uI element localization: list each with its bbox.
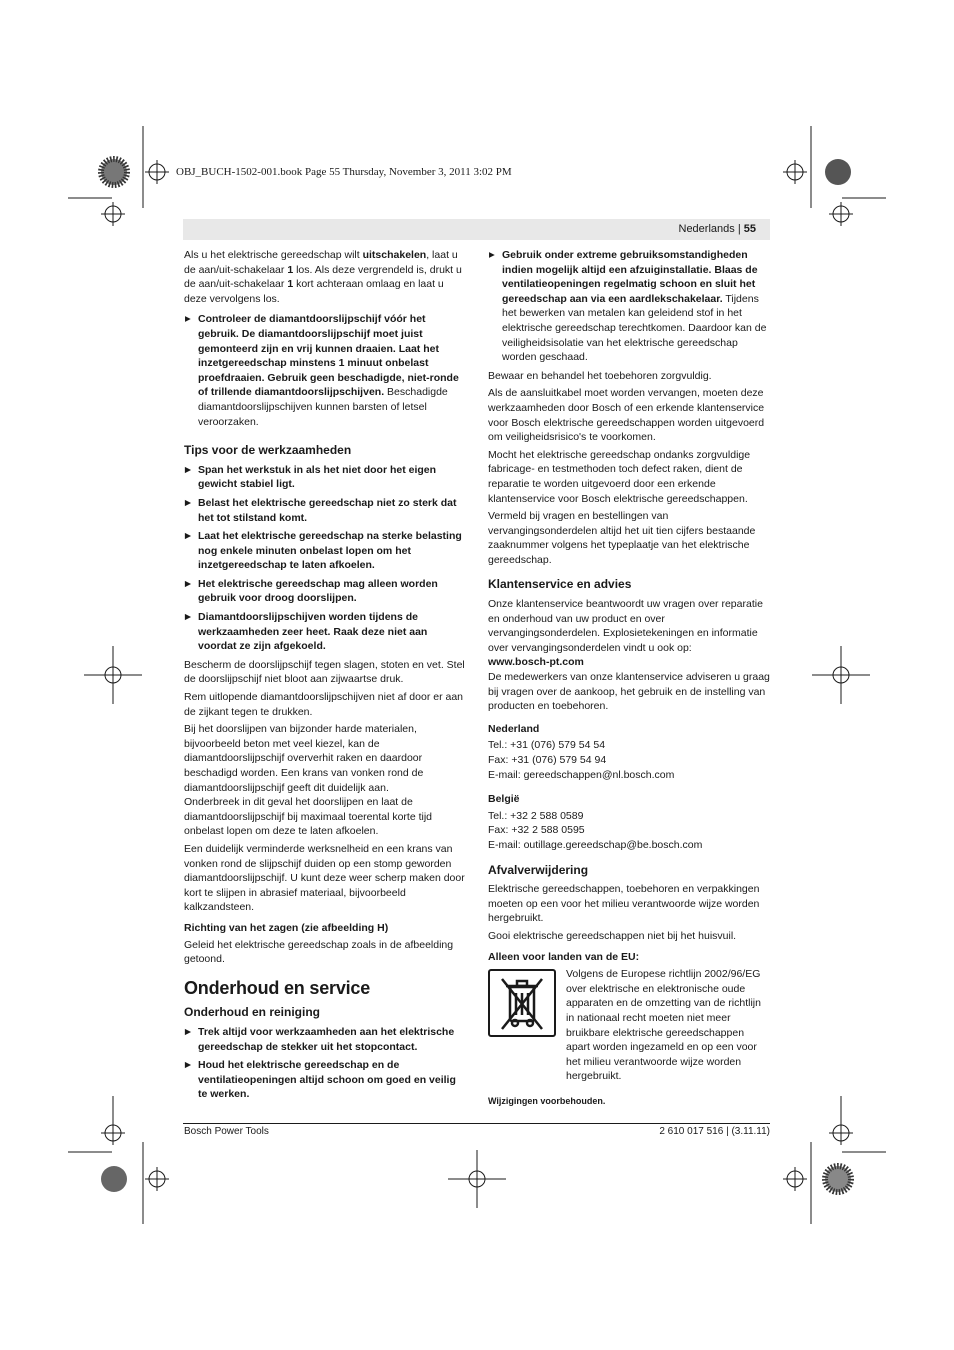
belgie-heading: België bbox=[488, 793, 520, 806]
tip-no-overload: ▶ Belast het elektrische gereedschap niet zo sterk dat het tot stilstand komt. bbox=[184, 496, 466, 525]
customer-service-heading: Klantenservice en advies bbox=[488, 577, 632, 592]
header-separator: | bbox=[734, 223, 744, 235]
be-email[interactable]: E-mail: outillage.gereedschap@be.bosch.com bbox=[488, 838, 703, 851]
website-link[interactable]: www.bosch-pt.com bbox=[488, 656, 584, 669]
footer-brand: Bosch Power Tools bbox=[184, 1126, 269, 1137]
bullet-extreme-conditions: ▶ Gebruik onder extreme gebruiksomstandigheden indien mogelijk altijd een afzuiginstallatie. Blaas de ventilatieopeningen regelmatig schoon en sluit het gereedschap aan via een aardlekschakelaar. Tijdens het bewerken van metalen kan geleidend stof in het elektrische gereedschap terechtkomen. Daardoor kan de veiligheidsisolatie van het elektrische gereedschap worden geschaad. bbox=[488, 248, 770, 365]
protect-paragraph: Bescherm de doorslijpschijf tegen slagen, stoten en vet. Stel de doorslijpschijf niet bloot aan zijwaartse druk. bbox=[184, 658, 465, 686]
crossed-bin-icon bbox=[488, 969, 556, 1037]
footer-rule bbox=[183, 1123, 770, 1124]
advice-paragraph: De medewerkers van onze klantenservice adviseren u graag bij vragen over de aankoop, het gebruik en de instelling van producten en toebehoren. bbox=[488, 671, 770, 713]
print-info-line: OBJ_BUCH-1502-001.book Page 55 Thursday, November 3, 2011 3:02 PM bbox=[176, 166, 512, 178]
tip-hot-discs: ▶ Diamantdoorslijpschijven worden tijdens de werkzaamheden zeer heet. Raak deze niet aan voordat ze zijn afgekoeld. bbox=[184, 610, 466, 654]
waste-paragraph-1: Elektrische gereedschappen, toebehoren en verpakkingen moeten op een voor het milieu verantwoorde wijze worden hergebruikt. bbox=[488, 883, 760, 925]
footer-doc-number: 2 610 017 516 | (3.11.11) bbox=[659, 1126, 770, 1137]
service-heading: Onderhoud en service bbox=[184, 977, 371, 998]
header-text bbox=[679, 223, 757, 235]
bullet-unplug: ▶ Trek altijd voor werkzaamheden aan het elektrische gereedschap de stekker uit het stopcontact. bbox=[184, 1025, 466, 1054]
nederland-heading: Nederland bbox=[488, 722, 540, 735]
eu-heading: Alleen voor landen van de EU: bbox=[488, 950, 640, 963]
part-number-paragraph: Vermeld bij vragen en bestellingen van vervangingsonderdelen altijd het uit tien cijfers bestaande zaaknummer volgens het typeplaatje van het elektrische gereedschap. bbox=[488, 510, 756, 566]
eu-directive-text: Volgens de Europese richtlijn 2002/96/EG over elektrische en elektronische oude apparaten en de omzetting van de richtlijn in nationaal recht moeten niet meer bruikbare elektrische gereedschappen apart worden ingezameld en op een voor het milieu verantwoorde wijze worden hergebruikt. bbox=[566, 968, 761, 1083]
changes-note: Wijzigingen voorbehouden. bbox=[488, 1095, 606, 1106]
tips-heading: Tips voor de werkzaamheden bbox=[184, 443, 352, 458]
page-number: 55 bbox=[743, 223, 756, 235]
page-header bbox=[183, 219, 770, 240]
reduced-speed-paragraph: Een duidelijk verminderde werksnelheid en een krans van vonken rond de slijpschijf duiden op een stomp geworden diamantdoorslijpschijf. U kunt deze weer scherp maken door kort te slijpen in abrasief materiaal, bijvoorbeeld kalkzandsteen. bbox=[184, 842, 465, 914]
waste-heading: Afvalverwijdering bbox=[488, 862, 589, 877]
switch-off-paragraph: Als u het elektrische gereedschap wilt uitschakelen, laat u de aan/uit-schakelaar 1 los. Als deze vergrendeld is, drukt u de aan/uit-schakelaar 1 kort achteraan omlaag en laat u deze vervolgens los. bbox=[184, 249, 462, 305]
interrupt-paragraph: Onderbreek in dit geval het doorslijpen en laat de diamantdoorslijpschijf bij maximaal toerental korte tijd onbelast lopen om deze te laten afkoelen. bbox=[184, 796, 433, 838]
runout-paragraph: Rem uitlopende diamantdoorslijpschijven niet af door er aan de zijkant tegen te drukken. bbox=[184, 691, 463, 718]
tip-dry-cutting: ▶ Het elektrische gereedschap mag alleen worden gebruik voor droog doorslijpen. bbox=[184, 577, 466, 606]
tip-cool-down: ▶ Laat het elektrische gereedschap na sterke belasting nog enkele minuten onbelast lopen om het inzetgereedschap te laten afkoelen. bbox=[184, 529, 466, 573]
nl-tel: Tel.: +31 (076) 579 54 54 bbox=[488, 739, 606, 752]
direction-heading: Richting van het zagen (zie afbeelding H) bbox=[184, 921, 389, 934]
nl-email[interactable]: E-mail: gereedschappen@nl.bosch.com bbox=[488, 768, 675, 781]
customer-service-paragraph: Onze klantenservice beantwoordt uw vragen over reparatie en onderhoud van uw product en over vervangingsonderdelen. Explosietekeningen en informatie over vervangingsonderdelen vindt u ook op: bbox=[488, 598, 763, 654]
cleaning-heading: Onderhoud en reiniging bbox=[184, 1005, 320, 1020]
header-language: Nederlands bbox=[678, 223, 735, 235]
right-column bbox=[488, 248, 770, 1108]
hard-materials-paragraph: Bij het doorslijpen van bijzonder harde materialen, bijvoorbeeld beton met veel kiezel, kan de diamantdoorslijpschijf oververhit raken en daardoor beschadigd worden. Een krans van vonken rond de diamantdoorslijpschijf geeft dit duidelijk aan. bbox=[184, 723, 424, 794]
nl-fax: Fax: +31 (076) 579 54 94 bbox=[488, 754, 607, 766]
be-fax: Fax: +32 2 588 0595 bbox=[488, 824, 585, 837]
direction-paragraph: Geleid het elektrische gereedschap zoals in de afbeelding getoond. bbox=[184, 938, 454, 966]
tip-clamp-workpiece: ▶ Span het werkstuk in als het niet door het eigen gewicht stabiel ligt. bbox=[184, 463, 466, 492]
cable-paragraph: Als de aansluitkabel moet worden vervangen, moeten deze werkzaamheden door Bosch of een erkende klantenservice voor Bosch elektrische gereedschappen worden uitgevoerd om veiligheidsrisico's te voorkomen. bbox=[488, 387, 765, 444]
bullet-keep-clean: ▶ Houd het elektrische gereedschap en de ventilatieopeningen altijd schoon om goed en veilig te werken. bbox=[184, 1058, 466, 1102]
store-paragraph: Bewaar en behandel het toebehoren zorgvuldig. bbox=[488, 369, 712, 382]
bullet-check-disc: ▶ Controleer de diamantdoorslijpschijf vóór het gebruik. De diamantdoorslijpschijf moet juist gemonteerd zijn en vrij kunnen draaien. Laat het inzetgereedschap minstens 1 minuut onbelast proefdraaien. Gebruik geen beschadigde, niet-ronde of trillende diamantdoorslijpschijven. Beschadigde diamantdoorslijpschijven kunnen barsten of letsel veroorzaken. bbox=[184, 312, 466, 429]
defect-paragraph: Mocht het elektrische gereedschap ondanks zorgvuldige fabricage- en testmethoden toch defect raken, dient de reparatie te worden uitgevoerd door een erkende klantenservice voor Bosch elektrische gereedschappen. bbox=[488, 448, 751, 505]
weee-block bbox=[488, 967, 770, 1084]
left-column bbox=[184, 248, 466, 1106]
be-tel: Tel.: +32 2 588 0589 bbox=[488, 809, 584, 822]
waste-paragraph-2: Gooi elektrische gereedschappen niet bij het huisvuil. bbox=[488, 929, 737, 942]
